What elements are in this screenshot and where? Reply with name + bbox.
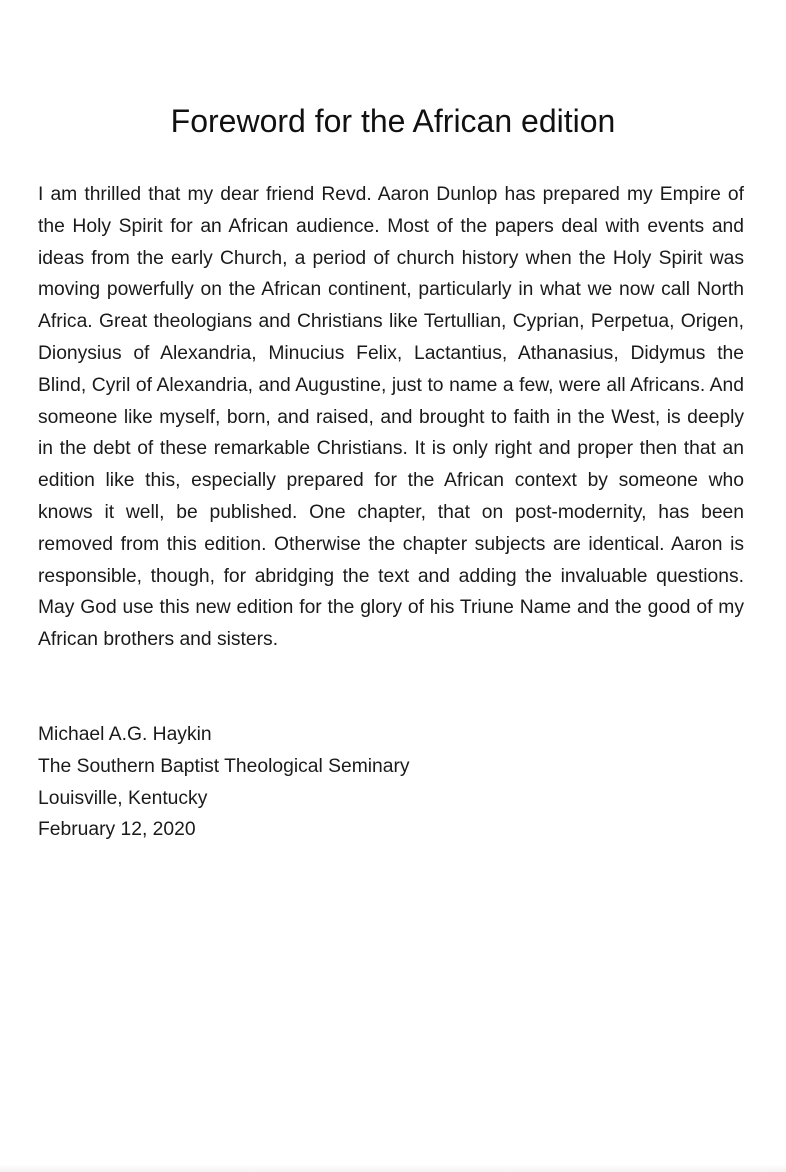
signature-block: [38, 719, 744, 846]
signature-date: February 12, 2020: [38, 819, 196, 841]
page-bottom-edge: [0, 1164, 786, 1172]
foreword-paragraph: I am thrilled that my dear friend Revd. Aaron Dunlop has prepared my Empire of the Holy Spirit for an African audience. Most of the papers deal with events and ideas from the early Church, a period of church history when the Holy Spirit was moving powerfully on the African continent, particularly in what we now call North Africa. Great theologians and Christians like Tertullian, Cyprian, Perpetua, Origen, Dionysius of Alexandria, Minucius Felix, Lactantius, Athanasius, Didymus the Blind, Cyril of Alexandria, and Augustine, just to name a few, were all Africans. And someone like myself, born, and raised, and brought to faith in the West, is deeply in the debt of these remarkable Christians. It is only right and proper then that an edition like this, especially prepared for the African context by someone who knows it well, be published. One chapter, that on post-modernity, has been removed from this edition. Otherwise the chapter subjects are identical. Aaron is responsible, though, for abridging the text and adding the invaluable questions. May God use this new edition for the glory of his Triune Name and the good of my African brothers and sisters.: [38, 184, 744, 651]
author-name: Michael A.G. Haykin: [38, 724, 212, 745]
page-title: Foreword for the African edition: [170, 103, 616, 139]
author-institution: The Southern Baptist Theological Seminary: [38, 755, 410, 777]
author-location: Louisville, Kentucky: [38, 787, 208, 809]
